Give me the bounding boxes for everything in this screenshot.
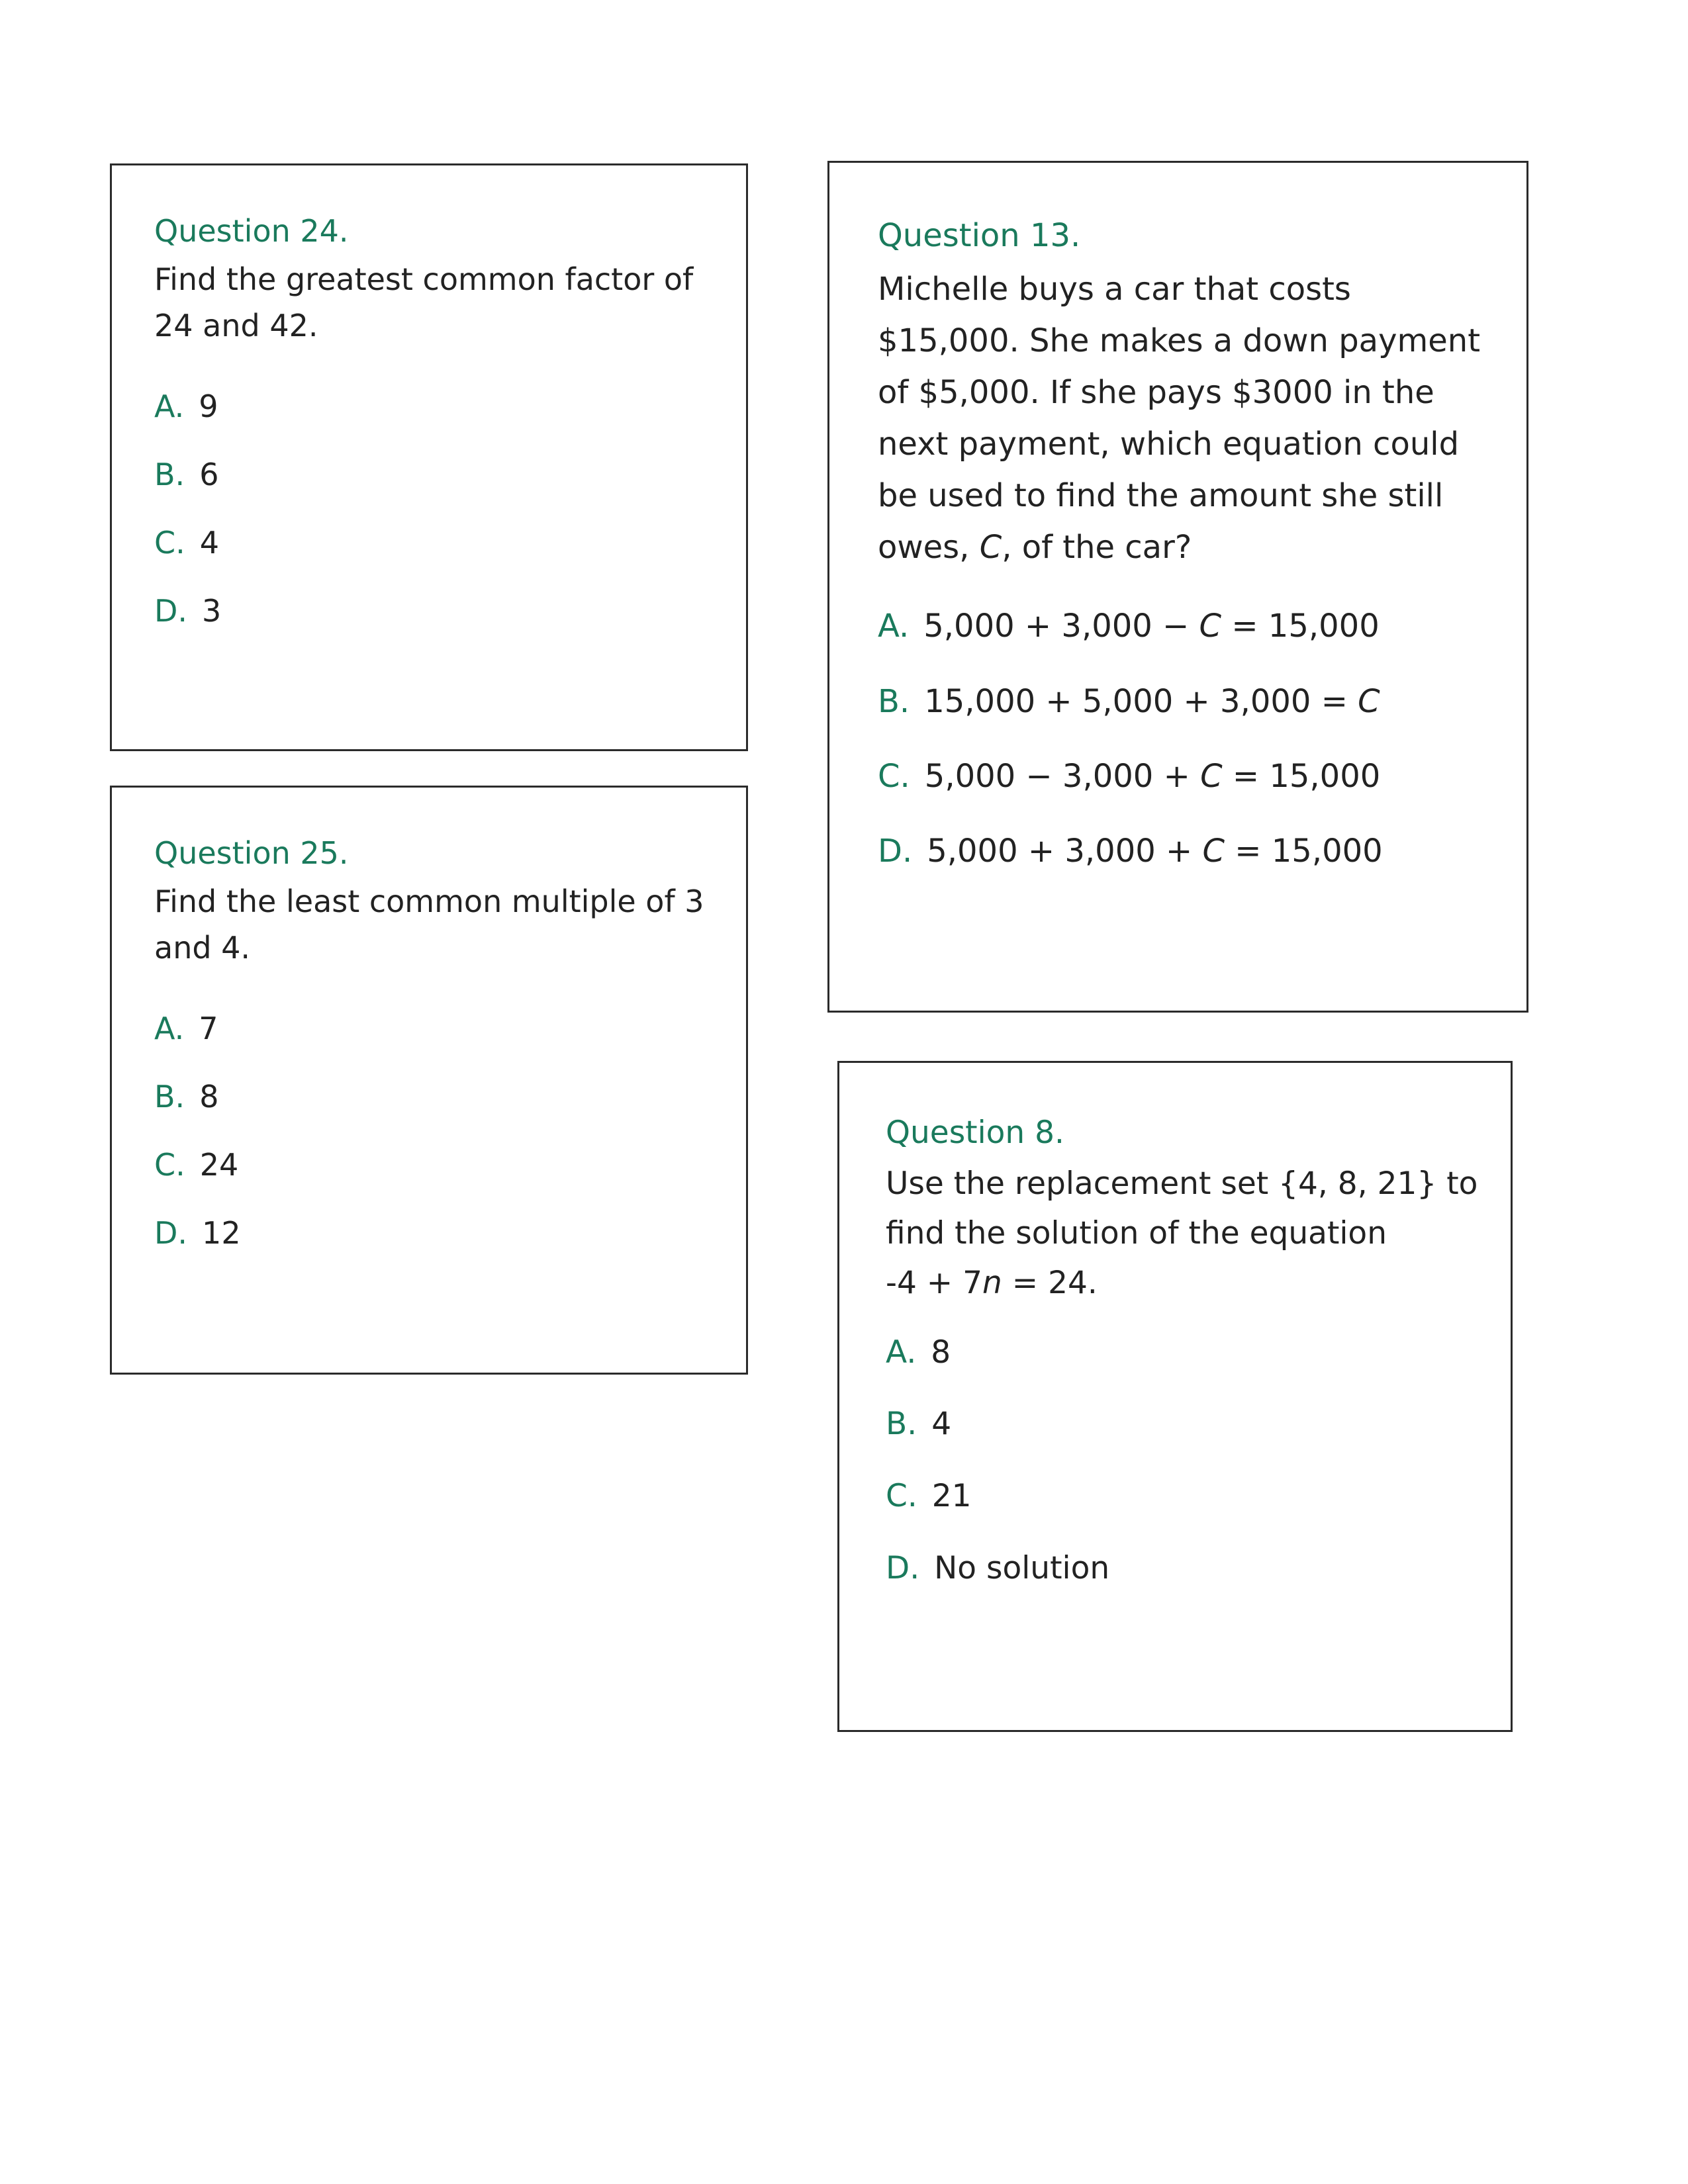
question-text-line: be used to find the amount she still xyxy=(878,477,1444,514)
choice-text-before: 15,000 + 5,000 + 3,000 = xyxy=(924,683,1358,720)
equation-before: -4 + 7 xyxy=(886,1265,983,1301)
question-text xyxy=(878,263,1480,573)
question-title: Question 25. xyxy=(154,835,349,871)
question-text-line: Find the greatest common factor of xyxy=(154,261,694,297)
answer-choice-d[interactable] xyxy=(154,592,221,629)
answer-choice-b[interactable] xyxy=(878,683,1380,720)
choice-letter: C. xyxy=(154,1147,185,1183)
choice-letter: B. xyxy=(154,1079,185,1115)
choice-letter: B. xyxy=(886,1406,917,1442)
equation-after: = 24. xyxy=(1002,1265,1098,1301)
variable-c: C xyxy=(1358,683,1380,720)
choice-letter: A. xyxy=(154,388,185,424)
question-text-line: find the solution of the equation xyxy=(886,1215,1387,1251)
question-text-line: $15,000. She makes a down payment xyxy=(878,322,1481,359)
question-card-25 xyxy=(110,786,748,1375)
choice-text-after: = 15,000 xyxy=(1221,608,1380,645)
question-title: Question 24. xyxy=(154,213,349,249)
question-text xyxy=(154,878,704,971)
question-text-line xyxy=(878,522,1480,573)
choice-text: No solution xyxy=(934,1550,1110,1586)
choice-text: 8 xyxy=(199,1079,219,1115)
answer-choice-c[interactable] xyxy=(886,1478,972,1515)
answer-choice-a[interactable] xyxy=(886,1334,951,1371)
choice-text: 7 xyxy=(199,1011,218,1046)
choice-text: 4 xyxy=(199,525,220,561)
choice-text-before: 5,000 + 3,000 + xyxy=(927,833,1203,870)
choice-letter: D. xyxy=(154,593,188,629)
question-text xyxy=(886,1159,1477,1308)
choice-letter: A. xyxy=(154,1011,185,1046)
variable-c: C xyxy=(1200,758,1223,795)
question-text-line: Use the replacement set {4, 8, 21} to xyxy=(886,1165,1478,1202)
choice-letter: C. xyxy=(886,1478,917,1514)
answer-choice-a[interactable] xyxy=(154,388,218,425)
choice-text: 24 xyxy=(199,1147,239,1183)
choice-letter: C. xyxy=(154,525,185,561)
variable-c: C xyxy=(979,529,1002,566)
answer-choice-d[interactable] xyxy=(154,1214,241,1251)
question-title: Question 13. xyxy=(878,217,1081,254)
choice-text-after: = 15,000 xyxy=(1225,833,1383,870)
text-segment: , of the car? xyxy=(1002,529,1192,566)
question-card-24 xyxy=(110,163,748,751)
answer-choice-c[interactable] xyxy=(154,1146,238,1183)
question-text-line: and 4. xyxy=(154,930,251,966)
choice-text: 4 xyxy=(931,1406,952,1442)
choice-text-before: 5,000 + 3,000 − xyxy=(923,608,1199,645)
choice-text-after: = 15,000 xyxy=(1222,758,1381,795)
question-title: Question 8. xyxy=(886,1115,1064,1151)
answer-choice-b[interactable] xyxy=(154,1078,218,1115)
question-text-line: 24 and 42. xyxy=(154,308,318,343)
answer-choice-a[interactable] xyxy=(878,608,1380,645)
choice-text: 9 xyxy=(199,388,218,424)
text-segment: owes, xyxy=(878,529,980,566)
choice-letter: B. xyxy=(154,457,185,492)
choice-text: 6 xyxy=(199,457,219,492)
choice-text: 12 xyxy=(202,1215,241,1251)
question-card-13 xyxy=(827,161,1528,1013)
answer-choice-b[interactable] xyxy=(886,1406,951,1443)
choice-letter: A. xyxy=(886,1334,917,1371)
answer-choice-c[interactable] xyxy=(878,758,1380,795)
choice-text: 21 xyxy=(931,1478,972,1514)
variable-n: n xyxy=(982,1265,1002,1301)
variable-c: C xyxy=(1199,608,1222,645)
choice-letter: C. xyxy=(878,758,910,795)
answer-choice-d[interactable] xyxy=(878,833,1383,870)
choice-letter: B. xyxy=(878,683,910,720)
question-text-line: Michelle buys a car that costs xyxy=(878,271,1351,308)
question-text-line: of $5,000. If she pays $3000 in the xyxy=(878,374,1434,411)
choice-text: 8 xyxy=(931,1334,951,1371)
choice-text-before: 5,000 − 3,000 + xyxy=(924,758,1201,795)
choice-letter: D. xyxy=(154,1215,188,1251)
answer-choice-a[interactable] xyxy=(154,1010,218,1047)
choice-letter: D. xyxy=(878,833,913,870)
question-text xyxy=(154,256,693,349)
question-card-8 xyxy=(837,1061,1513,1732)
equation-line xyxy=(886,1258,1477,1308)
question-text-line: Find the least common multiple of 3 xyxy=(154,884,704,919)
choice-letter: D. xyxy=(886,1550,920,1586)
question-text-line: next payment, which equation could xyxy=(878,426,1460,463)
answer-choice-d[interactable] xyxy=(886,1550,1109,1587)
variable-c: C xyxy=(1202,833,1225,870)
answer-choice-b[interactable] xyxy=(154,456,218,493)
choice-letter: A. xyxy=(878,608,910,645)
answer-choice-c[interactable] xyxy=(154,524,219,561)
choice-text: 3 xyxy=(202,593,222,629)
